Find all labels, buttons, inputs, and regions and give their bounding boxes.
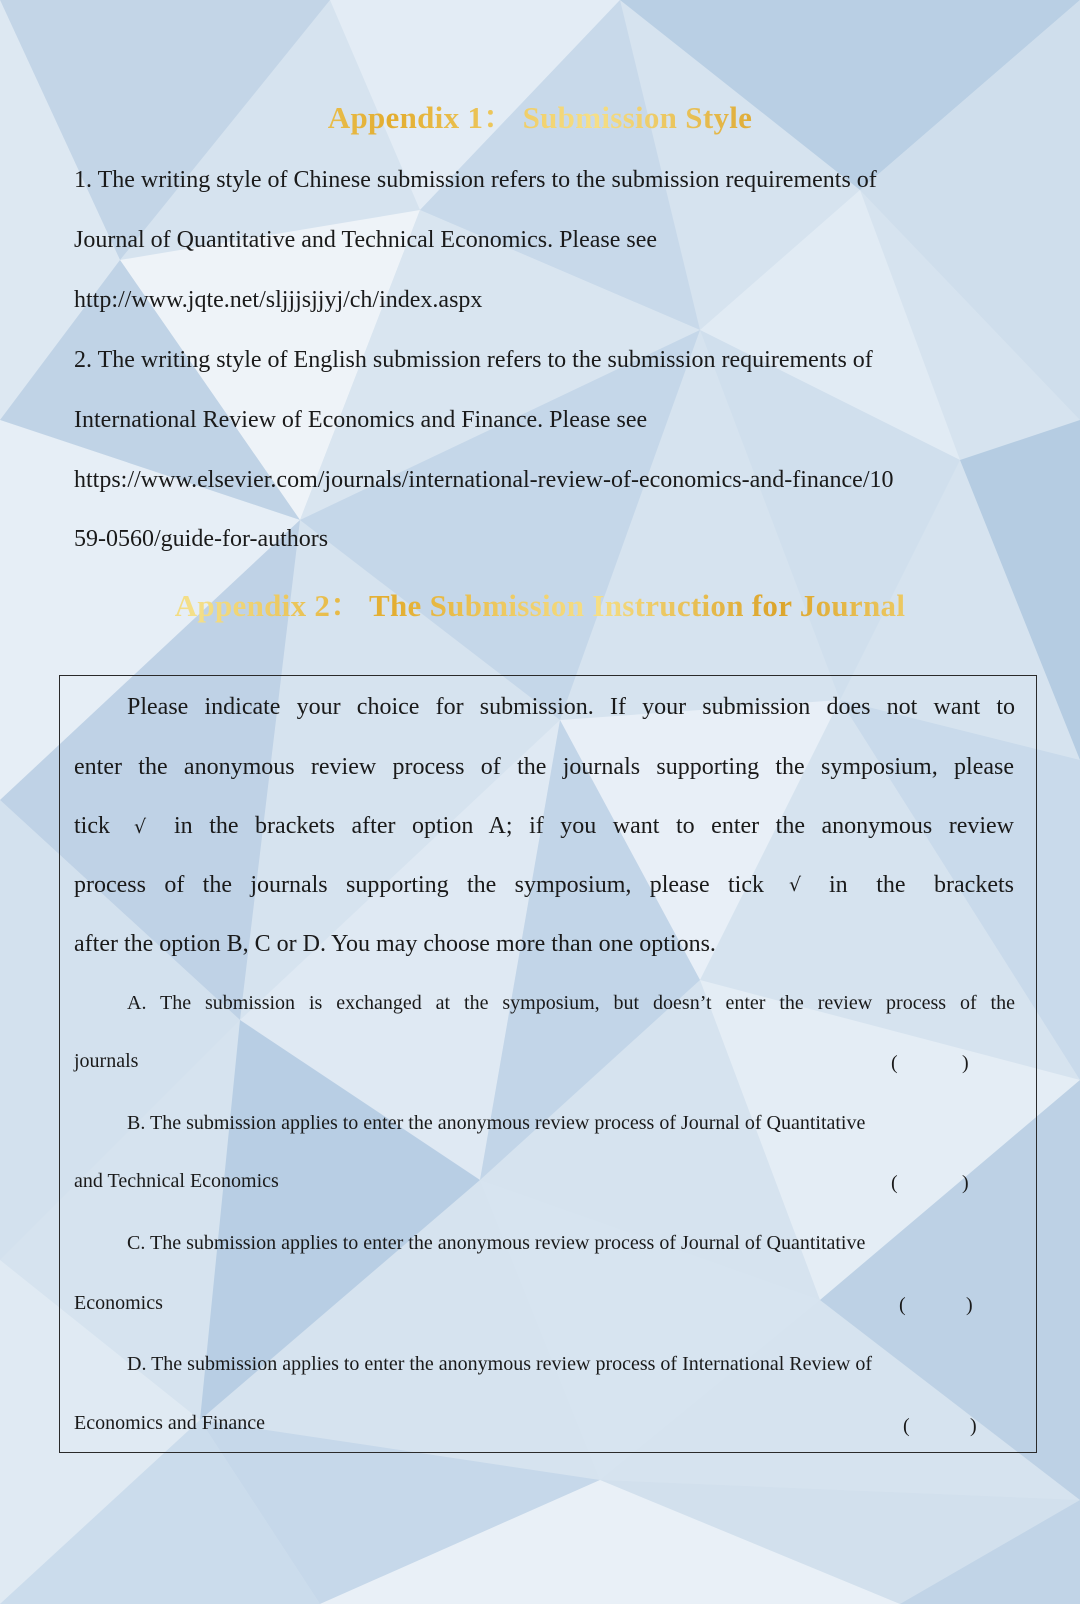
intro-line-4-text: process of the journals supporting the symposium, please tick [74,872,764,898]
appendix-1-title: Appendix 1： Submission Style [0,92,1080,137]
option-b-bracket-close[interactable]: ) [962,1172,969,1194]
appendix-1-item-1-url[interactable]: http://www.jqte.net/sljjjsjjyj/ch/index.aspx [74,287,483,313]
check-mark-icon: √ [789,874,802,896]
option-d-line-2: Economics and Finance [74,1412,266,1434]
option-d-bracket-close[interactable]: ) [970,1415,977,1437]
intro-line-1: Please indicate your choice for submission. If your submission does not want to [127,694,1015,720]
appendix-1-item-1-line-2: Journal of Quantitative and Technical Economics. Please see [74,227,658,253]
intro-line-4-rest: in the brackets [829,872,1014,898]
option-c-line-1: C. The submission applies to enter the anonymous review process of Journal of Quantitative [127,1232,866,1254]
appendix-2-title: Appendix 2： The Submission Instruction for Journal [0,580,1080,625]
option-a-line-2: journals [74,1050,139,1072]
option-d-line-1: D. The submission applies to enter the anonymous review process of International Review of [127,1353,873,1375]
intro-line-3 [74,811,1014,842]
appendix-1-item-2-url-line-1[interactable]: https://www.elsevier.com/journals/international-review-of-economics-and-finance/10 [74,467,894,493]
intro-line-5: after the option B, C or D. You may choose more than one options. [74,931,716,957]
option-b-bracket-open[interactable]: ( [891,1172,898,1194]
intro-line-3-rest: in the brackets after option A; if you want to enter the anonymous review [174,813,1014,839]
check-mark-icon: √ [134,816,147,838]
option-a-bracket-open[interactable]: ( [891,1052,898,1074]
option-c-line-2: Economics [74,1292,163,1314]
option-a-bracket-close[interactable]: ) [962,1052,969,1074]
option-b-line-2: and Technical Economics [74,1170,279,1192]
option-c-bracket-close[interactable]: ) [966,1294,973,1316]
intro-line-3-tick-word: tick [74,813,110,839]
option-c-bracket-open[interactable]: ( [899,1294,906,1316]
option-a-line-1: A. The submission is exchanged at the symposium, but doesn’t enter the review process of the [127,992,1015,1014]
appendix-1-item-2-url-line-2[interactable]: 59-0560/guide-for-authors [74,526,329,552]
option-b-line-1: B. The submission applies to enter the anonymous review process of Journal of Quantitative [127,1112,866,1134]
option-d-bracket-open[interactable]: ( [903,1415,910,1437]
appendix-1-item-2-line-2: International Review of Economics and Finance. Please see [74,407,648,433]
appendix-1-item-2-line-1: 2. The writing style of English submission refers to the submission requirements of [74,347,873,373]
intro-line-2: enter the anonymous review process of the journals supporting the symposium, please [74,754,1014,780]
appendix-1-item-1-line-1: 1. The writing style of Chinese submission refers to the submission requirements of [74,167,877,193]
